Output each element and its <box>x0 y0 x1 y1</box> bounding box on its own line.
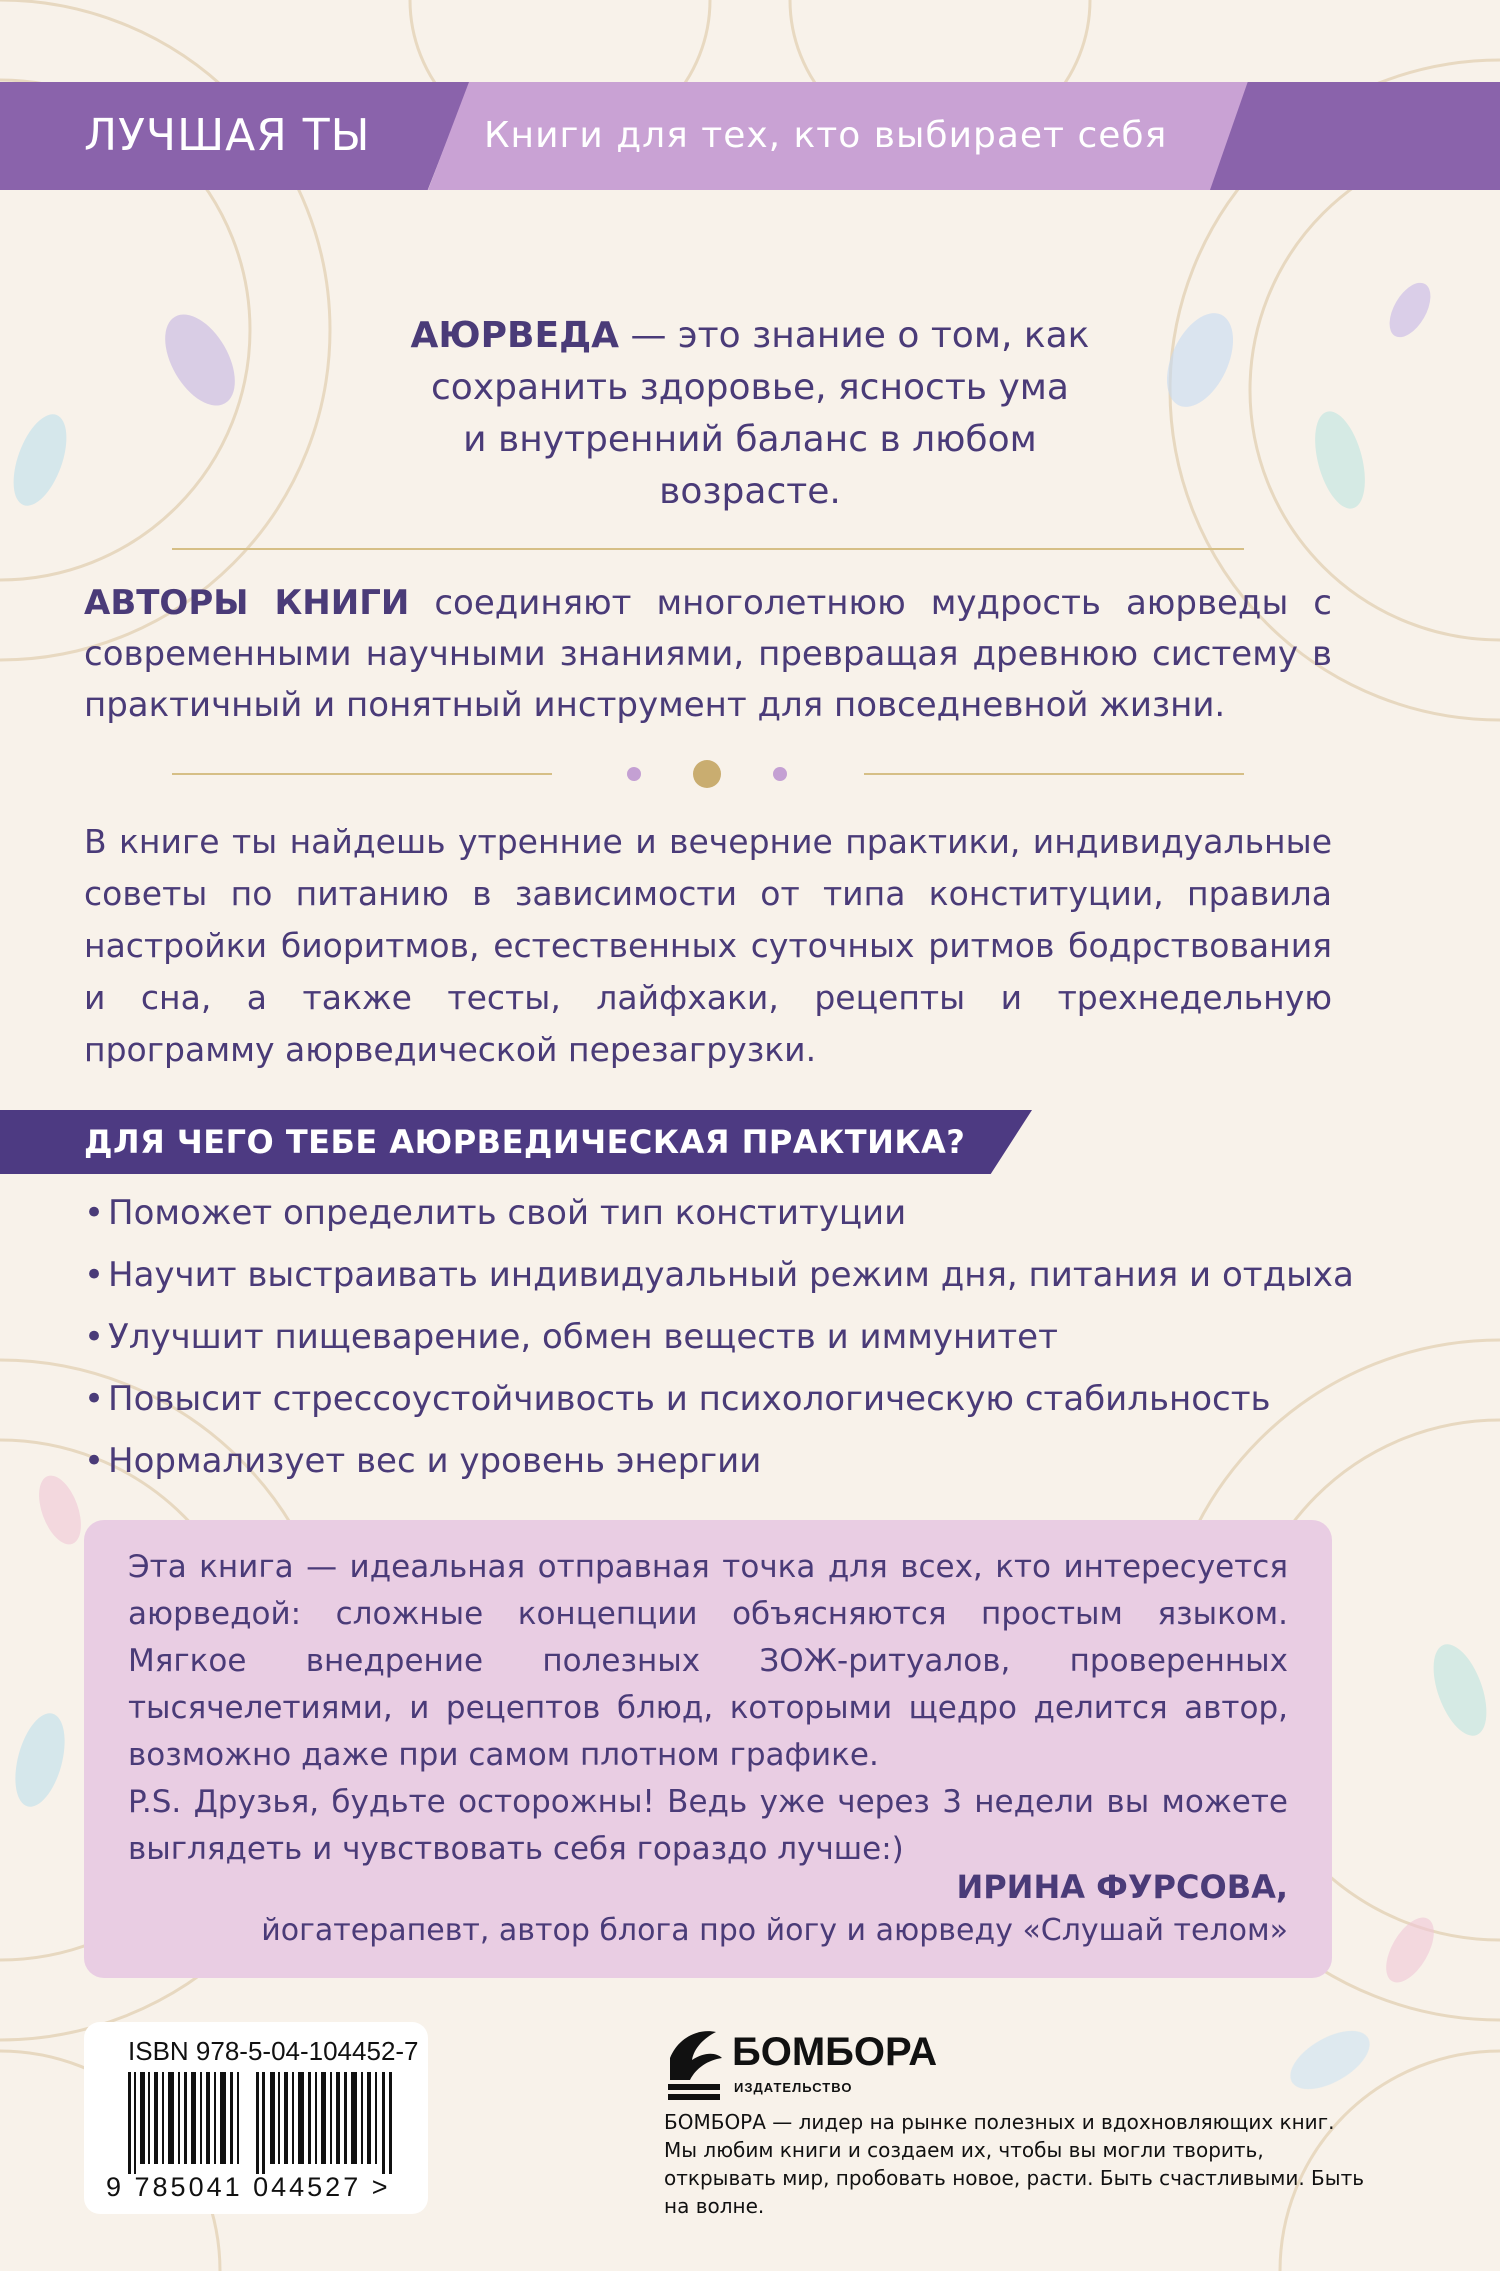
intro-lead: АЮРВЕДА <box>410 315 620 356</box>
review-author-role: йогатерапевт, автор блога про йогу и аюрведу «Слушай телом» <box>261 1913 1288 1948</box>
divider-dot-small-left <box>627 767 641 781</box>
list-item-text: Научит выстраивать индивидуальный режим дня, питания и отдыха <box>108 1255 1354 1295</box>
list-item <box>84 1244 1354 1306</box>
authors-text: соединяют многолетнюю мудрость аюрведы с современными научными знаниями, превращая древнюю систему в практичный и понятный инструмент для повседневной жизни. <box>84 583 1332 725</box>
barcode-icon <box>128 2072 398 2174</box>
bullet: • <box>84 1193 105 1233</box>
intro-line-1 <box>330 310 1170 362</box>
list-item-text: Нормализует вес и уровень энергии <box>108 1441 762 1481</box>
publisher-logo <box>664 2018 964 2108</box>
barcode-digits: 9 785041 044527 > <box>106 2172 391 2202</box>
review-paragraph-2: P.S. Друзья, будьте осторожны! Ведь уже через 3 недели вы можете выглядеть и чувствовать себя гораздо лучше:) <box>128 1784 1288 1867</box>
bullet: • <box>84 1317 105 1357</box>
dot-divider-line-left <box>172 773 552 775</box>
review-text <box>128 1544 1288 1873</box>
list-item <box>84 1368 1344 1430</box>
section-title: ДЛЯ ЧЕГО ТЕБЕ АЮРВЕДИЧЕСКАЯ ПРАКТИКА? <box>84 1123 966 1161</box>
intro-line-3: и внутренний баланс в любом <box>463 419 1037 460</box>
bullet: • <box>84 1255 105 1295</box>
intro-paragraph <box>330 310 1170 518</box>
bullet: • <box>84 1441 105 1481</box>
series-banner <box>0 82 1500 190</box>
publisher-description: БОМБОРА — лидер на рынке полезных и вдохновляющих книг. Мы любим книги и создаем их, чтобы вы могли творить, открывать мир, пробовать новое, расти. Быть счастливыми. Быть на волне. <box>664 2110 1364 2218</box>
intro-line-1-text: — это знание о том, как <box>619 315 1090 356</box>
review-paragraph-1: Эта книга — идеальная отправная точка для всех, кто интересуется аюрведой: сложные концепции объясняются простым языком. Мягкое внедрение полезных ЗОЖ-ритуалов, проверенных тысячелетиями, и рецептов блюд, которыми щедро делится автор, возможно даже при самом плотном графике. <box>128 1549 1288 1773</box>
benefits-list <box>84 1182 1354 1492</box>
publisher-subtitle: ИЗДАТЕЛЬСТВО <box>734 2080 853 2095</box>
isbn-barcode-card <box>84 2022 428 2214</box>
list-item <box>84 1182 1344 1244</box>
findings-paragraph: В книге ты найдешь утренние и вечерние практики, индивидуальные советы по питанию в зависимости от типа конституции, правила настройки биоритмов, естественных суточных ритмов бодрствования и сна, а также тесты, лайфхаки, рецепты и трехнедельную программу аюрведической перезагрузки. <box>84 822 1332 1069</box>
intro-line-2: сохранить здоровье, ясность ума <box>431 367 1069 408</box>
series-banner-right <box>1210 82 1500 190</box>
authors-paragraph <box>84 578 1332 731</box>
series-tagline: Книги для тех, кто выбирает себя <box>484 115 1168 156</box>
list-item-text: Повысит стрессоустойчивость и психологическую стабильность <box>108 1379 1271 1419</box>
review-box <box>84 1520 1332 1978</box>
dot-divider-line-right <box>864 773 1244 775</box>
list-item-text: Поможет определить свой тип конституции <box>108 1193 907 1233</box>
authors-lead: АВТОРЫ КНИГИ <box>84 583 410 623</box>
bombora-wave-icon <box>664 2018 724 2102</box>
bullet: • <box>84 1379 105 1419</box>
list-item <box>84 1430 1344 1492</box>
list-item-text: Улучшит пищеварение, обмен веществ и иммунитет <box>108 1317 1058 1357</box>
divider-dot-large <box>693 760 721 788</box>
divider-dot-small-right <box>773 767 787 781</box>
intro-line-4: возрасте. <box>659 471 841 512</box>
dot-divider <box>172 752 1244 792</box>
isbn-label: ISBN 978-5-04-104452-7 <box>128 2036 419 2066</box>
list-item <box>84 1306 1344 1368</box>
publisher-name: БОМБОРА <box>732 2030 938 2074</box>
gold-divider-line <box>172 548 1244 550</box>
series-title: ЛУЧШАЯ ТЫ <box>84 110 371 161</box>
review-author: ИРИНА ФУРСОВА, <box>956 1868 1288 1906</box>
section-banner <box>0 1110 1032 1174</box>
